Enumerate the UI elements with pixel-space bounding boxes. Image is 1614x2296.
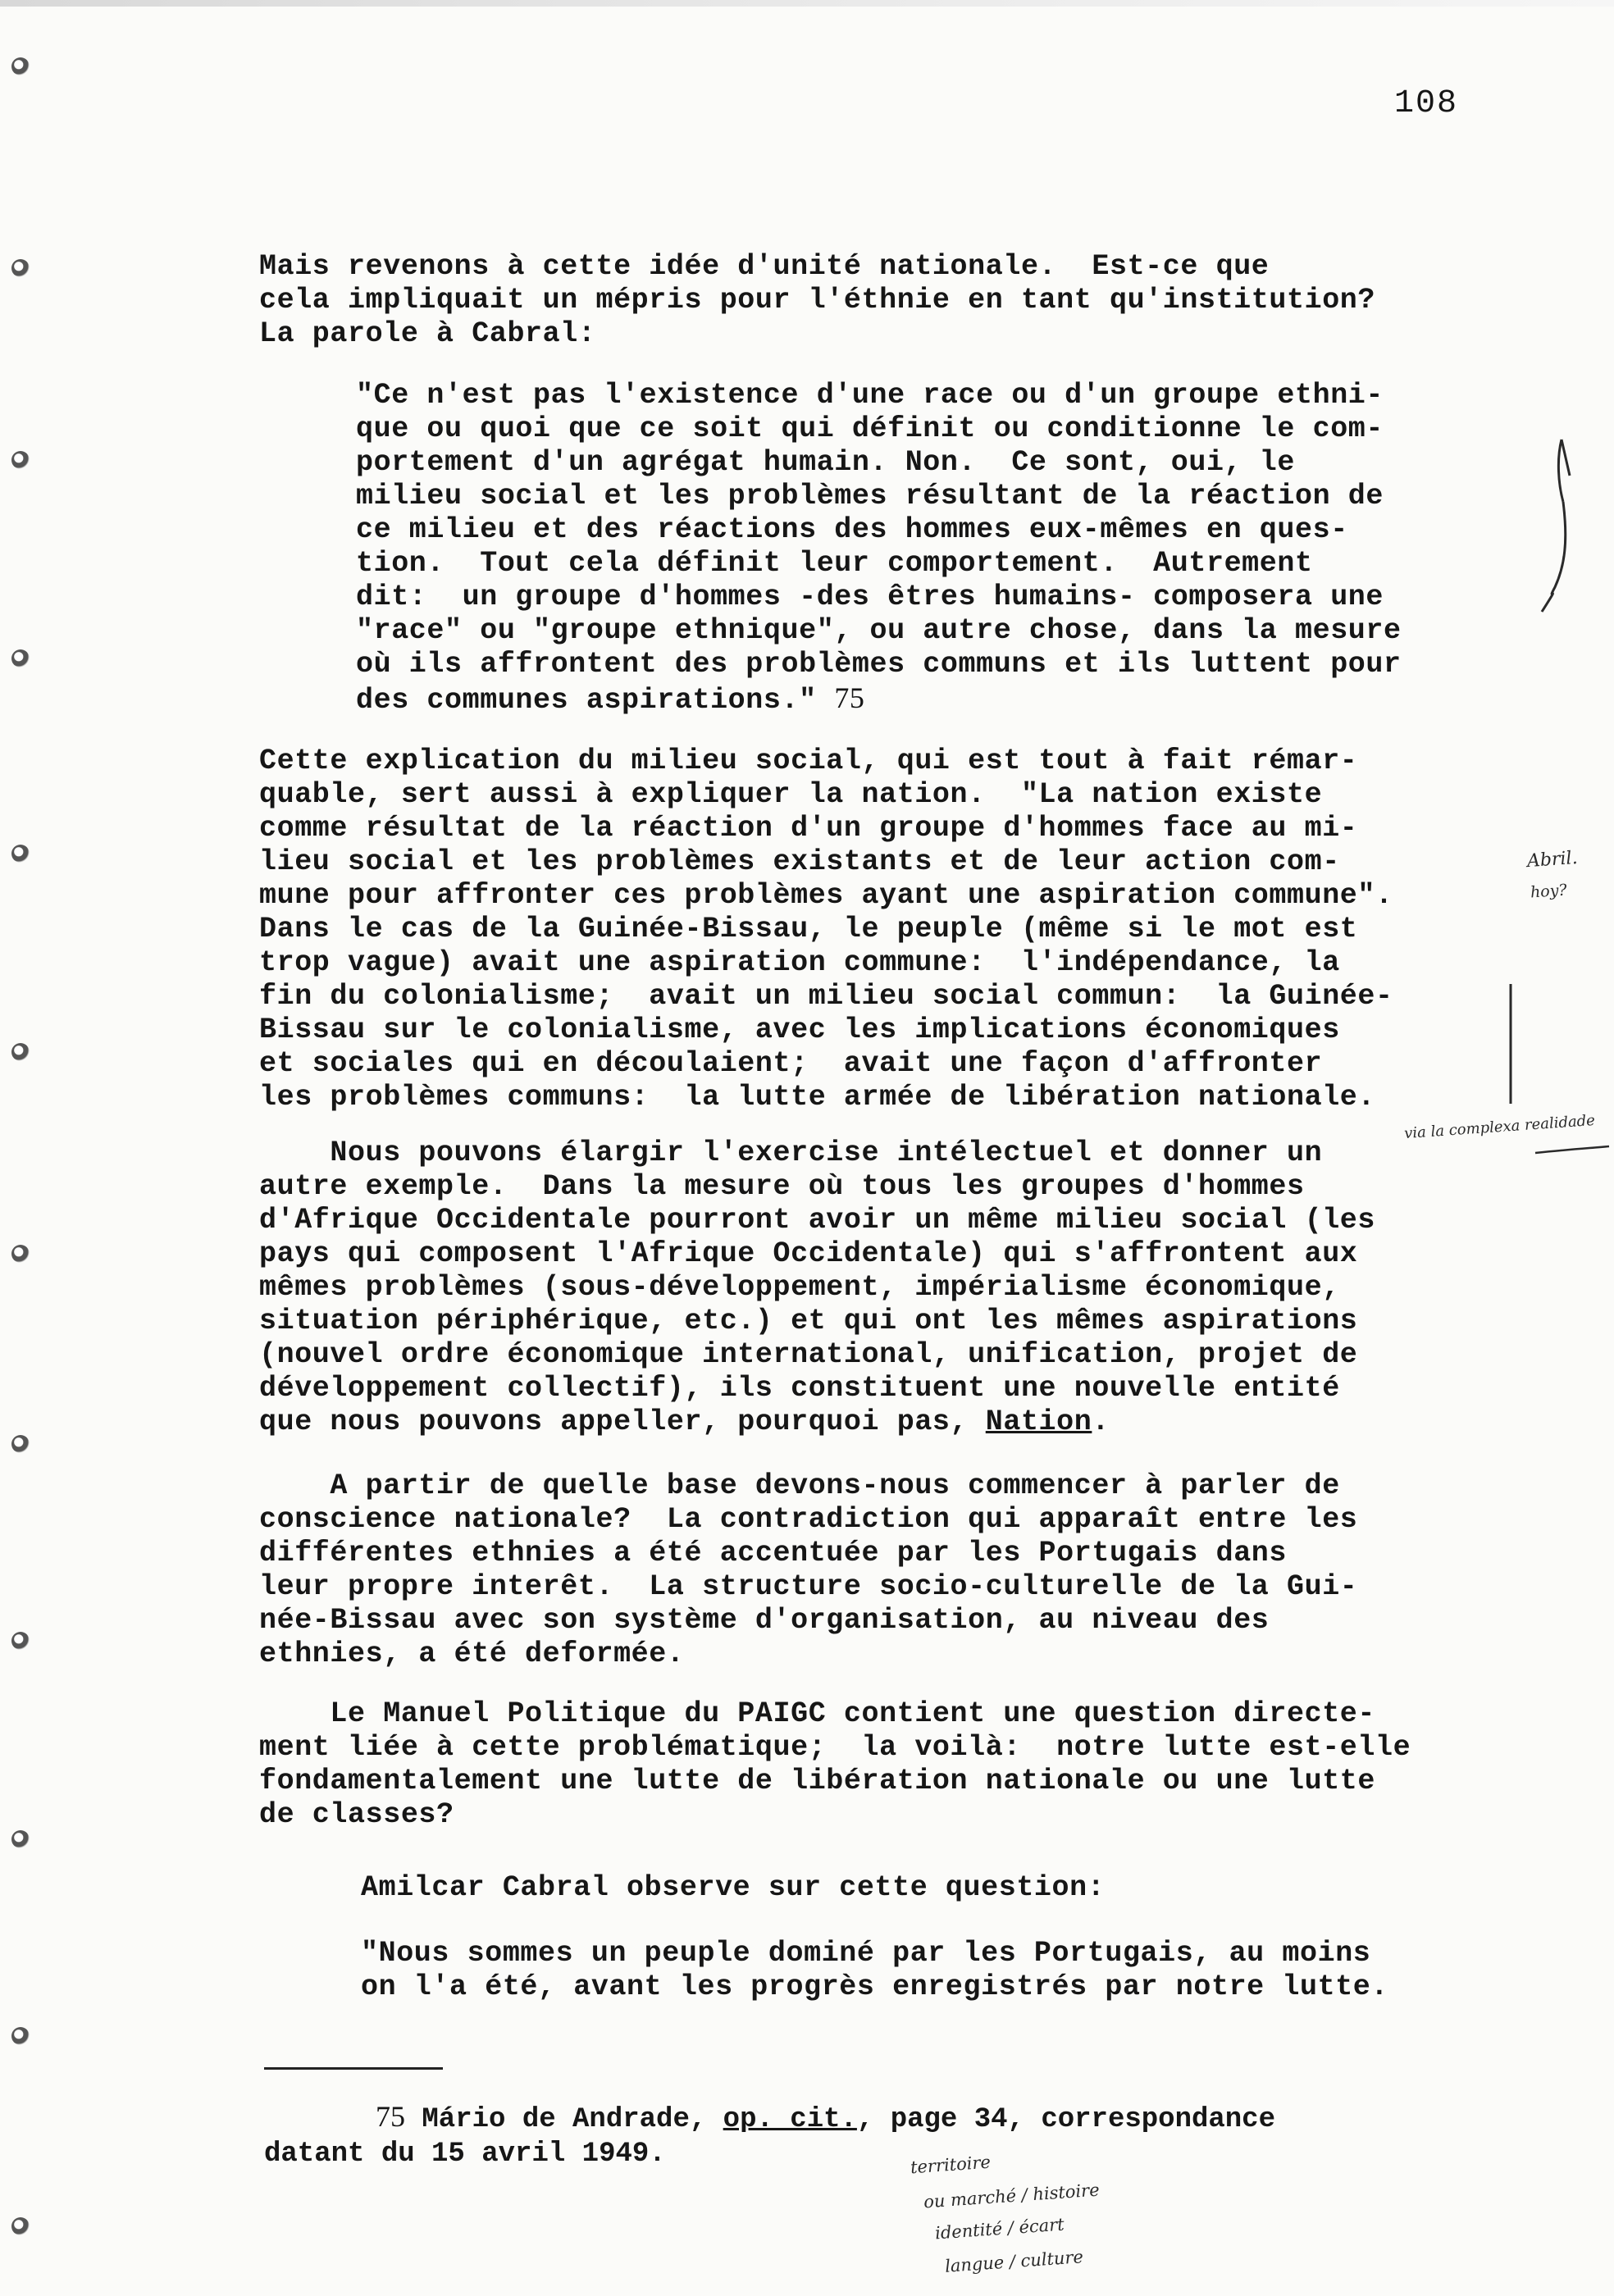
text-line: née-Bissau avec son système d'organisation, au niveau des <box>259 1604 1270 1637</box>
text-line: portement d'un agrégat humain. Non. Ce sont, oui, le <box>356 446 1295 479</box>
footnote-text: datant du 15 avril 1949. <box>264 2139 666 2170</box>
footnote-author: Mário de Andrade, <box>405 2104 723 2135</box>
text-line: "race" ou "groupe ethnique", ou autre chose, dans la mesure <box>356 614 1402 647</box>
bottom-note: langue / culture <box>944 2247 1084 2276</box>
text-line: fin du colonialisme; avait un milieu social commun: la Guinée- <box>259 980 1393 1013</box>
footnote-reference: 75 <box>834 681 865 714</box>
text-line: des communes aspirations." <box>356 684 817 717</box>
underlined-word: Nation <box>985 1405 1092 1438</box>
text-line: différentes ethnies a été accentuée par les Portugais dans <box>259 1537 1287 1569</box>
margin-bracket <box>1542 440 1570 612</box>
text-line: d'Afrique Occidentale pourront avoir un même milieu social (les <box>259 1204 1376 1237</box>
text-line: trop vague) avait une aspiration commune: l'indépendance, la <box>259 946 1340 979</box>
bottom-note: identité / écart <box>934 2214 1065 2244</box>
text-line: les problèmes communs: la lutte armée de libération nationale. <box>259 1081 1376 1114</box>
text-line: où ils affrontent des problèmes communs et ils luttent pour <box>356 648 1402 681</box>
footnote-number: 75 <box>376 2100 405 2133</box>
margin-note: Abril. <box>1526 847 1579 872</box>
text-line: de classes? <box>259 1798 454 1831</box>
text-line: Cette explication du milieu social, qui est tout à fait rémar- <box>259 745 1358 777</box>
paragraph-cabral-observes: Amilcar Cabral observe sur cette question: <box>361 1871 1106 1904</box>
text-line: que ou quoi que ce soit qui définit ou conditionne le com- <box>356 412 1384 445</box>
text-line: ce milieu et des réactions des hommes eux-mêmes en ques- <box>356 513 1348 546</box>
text-line: tion. Tout cela définit leur comportement. Autrement <box>356 547 1313 580</box>
text-line: autre exemple. Dans la mesure où tous les groupes d'hommes <box>259 1170 1305 1203</box>
text-line: mune pour affronter ces problèmes ayant une aspiration commune". <box>259 879 1393 912</box>
text-line: ment liée à cette problématique; la voilà: notre lutte est-elle <box>259 1731 1411 1764</box>
text-line: A partir de quelle base devons-nous commencer à parler de <box>259 1469 1340 1502</box>
page-number: 108 <box>1394 85 1459 122</box>
text-line: leur propre interêt. La structure socio-culturelle de la Gui- <box>259 1570 1358 1603</box>
bottom-note: ou marché / histoire <box>923 2180 1101 2212</box>
text-line: Nous pouvons élargir l'exercise intélectuel et donner un <box>259 1137 1323 1169</box>
text-line: La parole à Cabral: <box>259 317 596 350</box>
margin-stroke <box>1535 1146 1609 1153</box>
text-line: cela impliquait un mépris pour l'éthnie en tant qu'institution? <box>259 284 1376 317</box>
text-line: Le Manuel Politique du PAIGC contient une question directe- <box>259 1697 1376 1730</box>
text-line: quable, sert aussi à expliquer la nation. "La nation existe <box>259 778 1323 811</box>
footnote-text: , page 34, correspondance <box>856 2104 1275 2135</box>
text-line: on l'a été, avant les progrès enregistrés par notre lutte. <box>361 1970 1388 2003</box>
bottom-note: territoire <box>910 2152 992 2178</box>
margin-note: hoy? <box>1530 881 1568 902</box>
punctuation: . <box>1092 1405 1110 1438</box>
text-line: (nouvel ordre économique international, unification, projet de <box>259 1338 1358 1371</box>
text-line: mêmes problèmes (sous-développement, impérialisme économique, <box>259 1271 1340 1304</box>
text-line: pays qui composent l'Afrique Occidentale) qui s'affrontent aux <box>259 1237 1358 1270</box>
text-line: que nous pouvons appeller, pourquoi pas, <box>259 1405 986 1438</box>
text-line: milieu social et les problèmes résultant de la réaction de <box>356 480 1384 512</box>
text-line: développement collectif), ils constituent une nouvelle entité <box>259 1372 1340 1405</box>
footnote-op-cit: op. cit. <box>723 2104 857 2135</box>
text-line: Dans le cas de la Guinée-Bissau, le peuple (même si le mot est <box>259 913 1358 945</box>
text-line: "Ce n'est pas l'existence d'une race ou d'un groupe ethni- <box>356 379 1384 412</box>
text-line: Bissau sur le colonialisme, avec les implications économiques <box>259 1014 1340 1046</box>
text-line: lieu social et les problèmes existants et de leur action com- <box>259 845 1340 878</box>
text-line: et sociales qui en découlaient; avait une façon d'affronter <box>259 1047 1323 1080</box>
text-line: situation périphérique, etc.) et qui ont les mêmes aspirations <box>259 1305 1358 1337</box>
text-line: ethnies, a été deformée. <box>259 1638 685 1670</box>
text-line: Mais revenons à cette idée d'unité nationale. Est-ce que <box>259 250 1270 283</box>
text-line: comme résultat de la réaction d'un groupe d'hommes face au mi- <box>259 812 1358 845</box>
text-line: conscience nationale? La contradiction qui apparaît entre les <box>259 1503 1358 1536</box>
text-line: fondamentalement une lutte de libération nationale ou une lutte <box>259 1765 1376 1797</box>
text-line: dit: un groupe d'hommes -des êtres humains- composera une <box>356 581 1384 613</box>
text-line: "Nous sommes un peuple dominé par les Portugais, au moins <box>361 1937 1371 1970</box>
margin-note: via la complexa realidade <box>1403 1111 1596 1143</box>
